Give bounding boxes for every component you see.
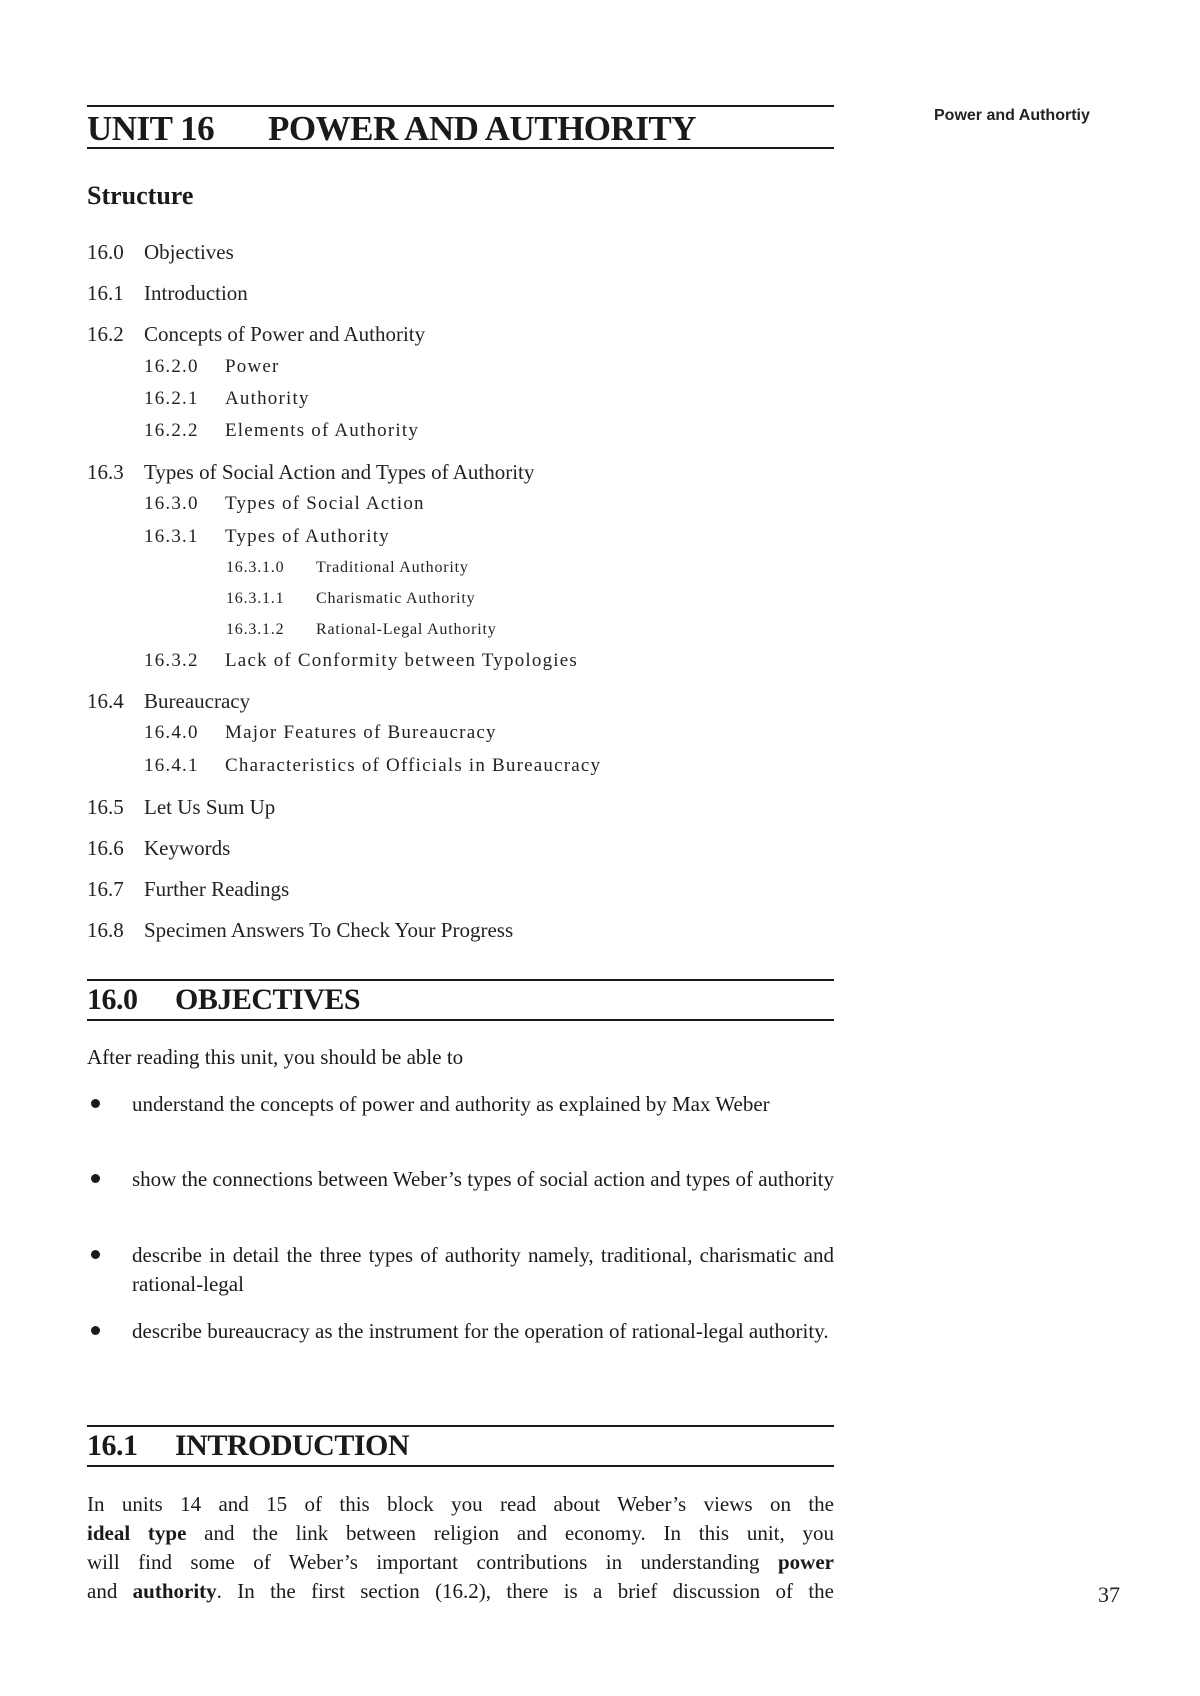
bullet-icon bbox=[91, 1326, 100, 1335]
toc-item: 16.8 Specimen Answers To Check Your Progress bbox=[87, 918, 514, 942]
toc-item: 16.2.2 Elements of Authority bbox=[144, 420, 420, 441]
toc-item: 16.4.0 Major Features of Bureaucracy bbox=[144, 722, 497, 743]
toc-item: 16.3.2 Lack of Conformity between Typologies bbox=[144, 650, 578, 671]
section-heading-objectives: 16.0 OBJECTIVES bbox=[87, 979, 834, 1021]
toc-item: 16.2.0 Power bbox=[144, 356, 280, 377]
toc-item: 16.3.1 Types of Authority bbox=[144, 526, 390, 547]
toc-item: 16.3.1.1 Charismatic Authority bbox=[226, 590, 476, 607]
page-number: 37 bbox=[1098, 1582, 1120, 1607]
toc-item: 16.2 Concepts of Power and Authority bbox=[87, 322, 426, 346]
toc-item: 16.4 Bureaucracy bbox=[87, 689, 251, 713]
unit-heading: POWER AND AUTHORITY bbox=[268, 109, 697, 148]
introduction-paragraph bbox=[87, 1490, 834, 1606]
list-item: describe in detail the three types of authority namely, traditional, charismatic and rational-legal bbox=[87, 1241, 834, 1299]
section-heading-introduction: 16.1 INTRODUCTION bbox=[87, 1425, 834, 1467]
toc-item: 16.3.1.0 Traditional Authority bbox=[226, 559, 469, 576]
list-item: show the connections between Weber’s types of social action and types of authority bbox=[87, 1165, 834, 1194]
intro-line: and authority. In the first section (16.2), there is a brief discussion of the bbox=[87, 1579, 834, 1603]
unit-label: UNIT 16 bbox=[87, 109, 215, 148]
toc-item: 16.4.1 Characteristics of Officials in Bureaucracy bbox=[144, 755, 602, 776]
toc-item: 16.3.0 Types of Social Action bbox=[144, 493, 425, 514]
toc-item: 16.3 Types of Social Action and Types of Authority bbox=[87, 460, 535, 484]
unit-title bbox=[87, 105, 834, 149]
intro-line: In units 14 and 15 of this block you read about Weber’s views on the bbox=[87, 1492, 834, 1516]
toc-item: 16.2.1 Authority bbox=[144, 388, 310, 409]
bullet-icon bbox=[91, 1174, 100, 1183]
running-header: Power and Authortiy bbox=[934, 107, 1090, 124]
intro-line: ideal type and the link between religion and economy. In this unit, you bbox=[87, 1521, 834, 1545]
intro-line: will find some of Weber’s important contributions in understanding power bbox=[87, 1550, 834, 1574]
toc-item: 16.7 Further Readings bbox=[87, 877, 290, 901]
objectives-lead: After reading this unit, you should be able to bbox=[87, 1045, 464, 1069]
toc-item: 16.0 Objectives bbox=[87, 240, 234, 264]
toc-item: 16.5 Let Us Sum Up bbox=[87, 795, 276, 819]
toc-item: 16.3.1.2 Rational-Legal Authority bbox=[226, 621, 497, 638]
list-item: understand the concepts of power and authority as explained by Max Weber bbox=[87, 1090, 834, 1119]
list-item: describe bureaucracy as the instrument for the operation of rational-legal authority. bbox=[87, 1317, 834, 1346]
bullet-icon bbox=[91, 1250, 100, 1259]
toc-item: 16.6 Keywords bbox=[87, 836, 231, 860]
toc-item: 16.1 Introduction bbox=[87, 281, 248, 305]
structure-heading: Structure bbox=[87, 181, 194, 210]
bullet-icon bbox=[91, 1099, 100, 1108]
